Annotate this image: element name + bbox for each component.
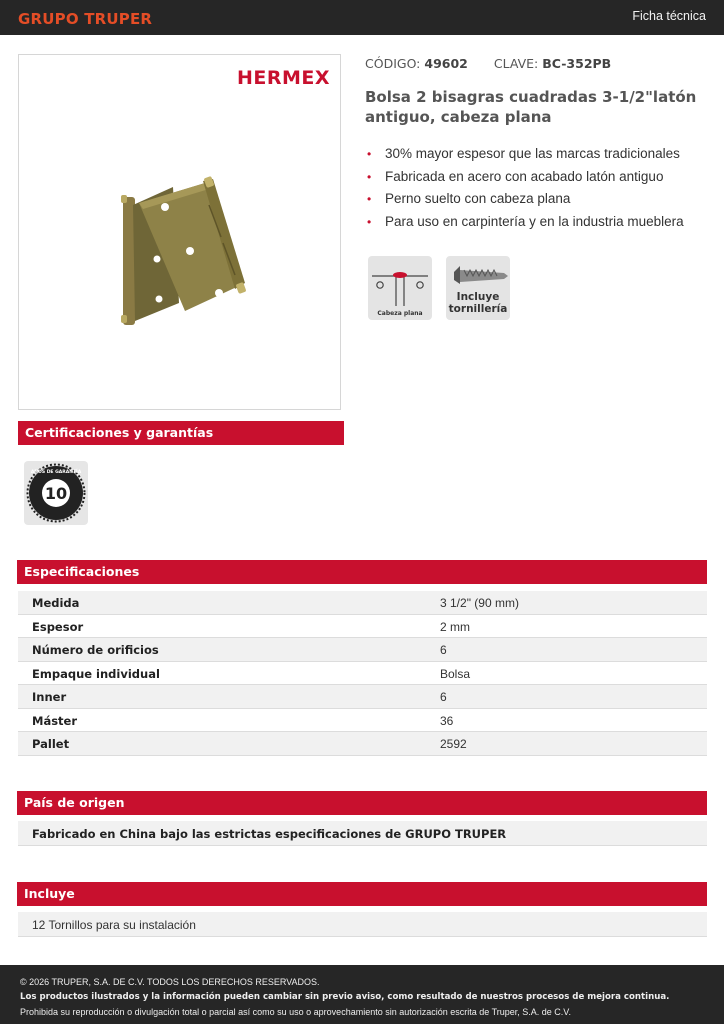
doc-type-label: Ficha técnica	[632, 9, 706, 23]
bullet-icon: •	[367, 192, 372, 206]
origen-header: País de origen	[17, 791, 707, 815]
especificaciones-header: Especificaciones	[17, 560, 707, 584]
product-photo-frame	[18, 54, 341, 410]
origen-text: Fabricado en China bajo las estrictas especificaciones de GRUPO TRUPER	[32, 827, 507, 841]
bullet-icon: •	[367, 147, 372, 161]
certificaciones-header: Certificaciones y garantías	[18, 421, 344, 445]
bullet-icon: •	[367, 169, 372, 184]
feature-item: • Fabricada en acero con acabado latón antiguo	[367, 168, 664, 184]
codigo-value: 49602	[424, 56, 468, 71]
table-row: Espesor 2 mm	[18, 615, 707, 639]
feature-list	[367, 145, 684, 235]
feature-item: • 30% mayor espesor que las marcas tradicionales	[367, 146, 680, 161]
cabeza-plana-caption: Cabeza plana	[377, 310, 423, 317]
hinge-image	[115, 175, 255, 325]
clave-label: CLAVE:	[493, 56, 539, 71]
table-row: Número de orificios 6	[18, 638, 707, 662]
table-row: Inner 6	[18, 685, 707, 709]
table-row: Pallet 2592	[18, 732, 707, 756]
codigo-label: CÓDIGO:	[365, 56, 421, 71]
footer-copyright: © 2026 TRUPER, S.A. DE C.V. TODOS LOS DERECHOS RESERVADOS.	[20, 977, 320, 987]
screw-caption: Incluye tornillería	[448, 291, 508, 315]
warranty-text: AÑOS DE GARANTÍA	[30, 470, 82, 475]
table-row: Máster 36	[18, 709, 707, 733]
screw-icon	[446, 256, 510, 320]
footer-legal: Prohibida su reproducción o divulgación total o parcial así como su uso o aprovechamiento sin autorización escrita de Truper, S.A. de C.V.	[20, 1007, 571, 1017]
clave-value: BC-352PB	[542, 56, 612, 71]
bullet-icon: •	[367, 214, 372, 229]
warranty-number: 10	[44, 484, 68, 503]
table-row: Medida 3 1/2" (90 mm)	[18, 591, 707, 615]
top-bar	[0, 0, 724, 35]
product-codes	[365, 56, 611, 71]
incluye-header: Incluye	[17, 882, 707, 906]
table-row: Empaque individual Bolsa	[18, 662, 707, 686]
product-title: Bolsa 2 bisagras cuadradas 3-1/2"latón antiguo, cabeza plana	[365, 88, 697, 126]
incluye-text: 12 Tornillos para su instalación	[32, 918, 196, 932]
spec-table	[18, 591, 707, 756]
grupo-truper-logo: GRUPO TRUPER	[18, 10, 153, 28]
incluye-row	[18, 912, 707, 937]
origen-row	[18, 821, 707, 846]
feature-item: • Perno suelto con cabeza plana	[367, 191, 571, 206]
warranty-seal-icon	[24, 461, 88, 525]
hermex-logo: HERMEX	[236, 67, 330, 89]
footer-notice: Los productos ilustrados y la información pueden cambiar sin previo aviso, como resultado de nuestros procesos de mejora continua.	[20, 992, 670, 1002]
warranty-badge	[24, 461, 88, 525]
feature-item: • Para uso en carpintería y en la industria mueblera	[367, 213, 684, 229]
footer	[0, 965, 724, 1024]
cabeza-plana-icon	[368, 256, 432, 320]
